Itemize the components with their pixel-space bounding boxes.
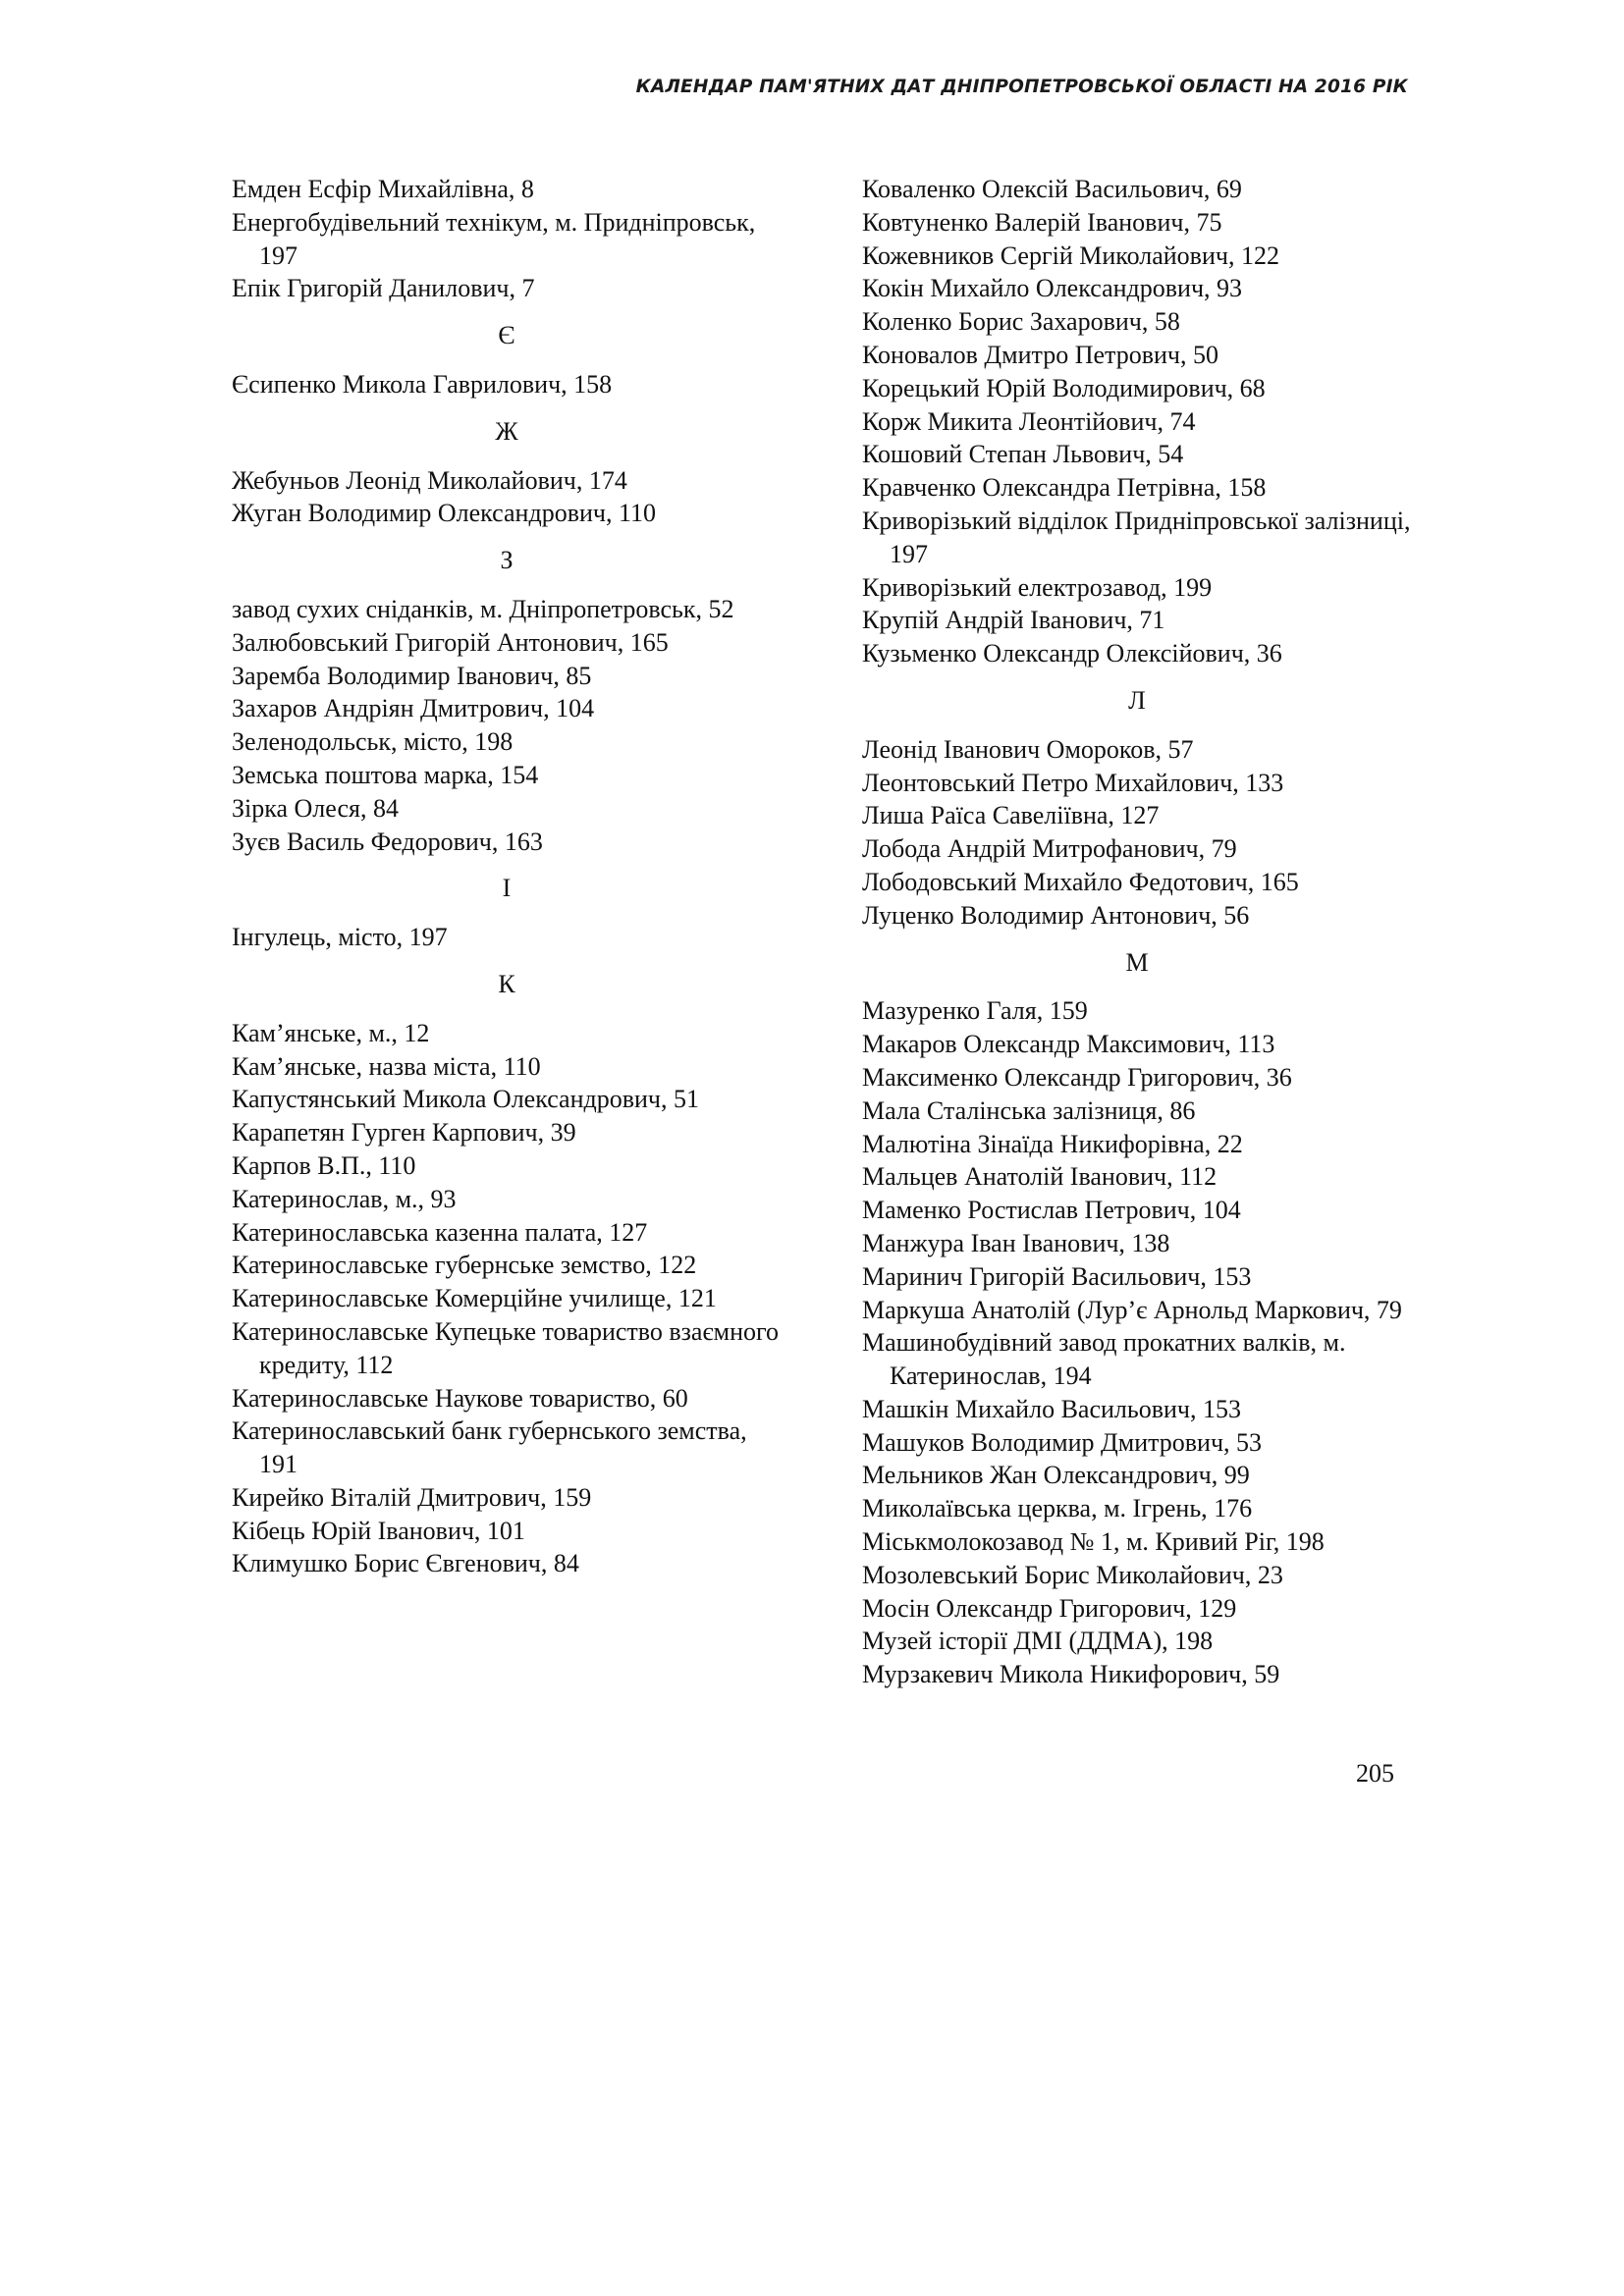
index-entry: Криворізький відділок Придніпровської залізниці, 197: [862, 506, 1411, 568]
index-entry: Машкін Михайло Васильович, 153: [862, 1394, 1242, 1423]
index-entry: Лобода Андрій Митрофанович, 79: [862, 834, 1237, 864]
index-entry: Лободовський Михайло Федотович, 165: [862, 867, 1299, 896]
index-entry: Мазуренко Галя, 159: [862, 996, 1088, 1026]
index-column-right: [862, 173, 1412, 1691]
index-entry: Машуков Володимир Дмитрович, 53: [862, 1427, 1263, 1457]
index-entry: Емден Есфір Михайлівна, 8: [232, 175, 534, 203]
index-entry: Зірка Олеся, 84: [232, 793, 399, 823]
index-entry: Катеринославське Комерційне училище, 121: [232, 1284, 717, 1313]
index-entry: Заремба Володимир Іванович, 85: [232, 661, 592, 690]
index-letter-heading: К: [498, 969, 515, 998]
index-entry: Ковтуненко Валерій Іванович, 75: [862, 207, 1222, 237]
index-letter-heading: І: [502, 874, 512, 903]
running-header: КАЛЕНДАР ПАМ'ЯТНИХ ДАТ ДНІПРОПЕТРОВСЬКОЇ ОБЛАСТІ НА 2016 РІК: [635, 77, 1408, 97]
index-entry: Катеринославський банк губернського земства, 191: [232, 1416, 747, 1479]
index-entry: Мурзакевич Микола Никифорович, 59: [862, 1660, 1280, 1689]
index-entry: Катеринославське Наукове товариство, 60: [232, 1383, 688, 1413]
index-entry: Кокін Михайло Олександрович, 93: [862, 274, 1243, 303]
index-entry: Міськмолокозавод № 1, м. Кривий Ріг, 198: [862, 1527, 1325, 1557]
index-letter-heading: З: [500, 546, 514, 575]
index-entry: Кам’янське, назва міста, 110: [232, 1051, 541, 1081]
index-entry: Малютіна Зінаїда Никифорівна, 22: [862, 1129, 1243, 1158]
index-entry: Кібець Юрій Іванович, 101: [232, 1516, 525, 1545]
index-entry: Кузьменко Олександр Олексійович, 36: [862, 639, 1282, 668]
index-letter-heading: Ж: [495, 416, 518, 446]
page-number: 205: [1356, 1759, 1394, 1788]
index-entry: Земська поштова марка, 154: [232, 760, 539, 789]
index-entry: Зуєв Василь Федорович, 163: [232, 827, 543, 856]
index-entry: Карпов В.П., 110: [232, 1150, 416, 1180]
index-entry: Луценко Володимир Антонович, 56: [862, 900, 1250, 930]
index-entry: Климушко Борис Євгенович, 84: [232, 1549, 579, 1578]
index-entry: Коновалов Дмитро Петрович, 50: [862, 340, 1218, 369]
index-entry: Інгулець, місто, 197: [232, 923, 448, 952]
index-entry: Мала Сталінська залізниця, 86: [862, 1095, 1196, 1125]
index-entry: Карапетян Гурген Карпович, 39: [232, 1118, 576, 1148]
index-entry: Корецький Юрій Володимирович, 68: [862, 373, 1266, 402]
index-entry: Коленко Борис Захарович, 58: [862, 307, 1180, 337]
index-entry: Жуган Володимир Олександрович, 110: [232, 499, 656, 528]
index-entry: Єсипенко Микола Гаврилович, 158: [232, 369, 613, 399]
index-entry: Катеринослав, м., 93: [232, 1184, 457, 1213]
index-entry: Катеринославське Купецьке товариство взаємного кредиту, 112: [232, 1316, 780, 1379]
index-entry: Леонтовський Петро Михайлович, 133: [862, 768, 1284, 797]
index-entry: Машинобудівний завод прокатних валків, м. Катеринослав, 194: [862, 1328, 1346, 1391]
index-entry: Леонід Іванович Омороков, 57: [862, 734, 1194, 764]
index-entry: Музей історії ДМІ (ДДМА), 198: [862, 1627, 1214, 1656]
index-entry: Максименко Олександр Григорович, 36: [862, 1062, 1292, 1092]
index-entry: Мельников Жан Олександрович, 99: [862, 1461, 1250, 1490]
index-entry: Маркуша Анатолій (Лур’є Арнольд Маркович, 79: [862, 1295, 1402, 1324]
index-entry: Манжура Іван Іванович, 138: [862, 1228, 1170, 1257]
index-entry: Енергобудівельний технікум, м. Придніпровськ, 197: [232, 207, 756, 270]
index-letter-heading: Л: [1128, 685, 1146, 715]
index-entry: Мосін Олександр Григорович, 129: [862, 1593, 1237, 1623]
index-entry: Макаров Олександр Максимович, 113: [862, 1030, 1275, 1059]
index-entry: Крупій Андрій Іванович, 71: [862, 606, 1165, 635]
index-entry: Миколаївська церква, м. Ігрень, 176: [862, 1494, 1253, 1523]
index-entry: завод сухих сніданків, м. Дніпропетровськ, 52: [232, 594, 734, 623]
index-entry: Кам’янське, м., 12: [232, 1018, 430, 1047]
index-entry: Катеринославська казенна палата, 127: [232, 1217, 648, 1247]
index-entry: Мозолевський Борис Миколайович, 23: [862, 1560, 1283, 1589]
index-column-left: [232, 173, 782, 1580]
index-entry: Захаров Андріян Дмитрович, 104: [232, 694, 595, 723]
index-entry: Катеринославське губернське земство, 122: [232, 1251, 697, 1280]
index-entry: Корж Микита Леонтійович, 74: [862, 406, 1196, 436]
index-entry: Капустянський Микола Олександрович, 51: [232, 1085, 699, 1114]
index-entry: Кирейко Віталій Дмитрович, 159: [232, 1482, 592, 1512]
index-entry: Маменко Ростислав Петрович, 104: [862, 1196, 1241, 1225]
index-letter-heading: Є: [498, 321, 515, 350]
index-entry: Кожевников Сергій Миколайович, 122: [862, 240, 1279, 270]
index-entry: Залюбовський Григорій Антонович, 165: [232, 627, 669, 657]
index-entry: Кравченко Олександра Петрівна, 158: [862, 473, 1267, 503]
index-entry: Лиша Раїса Савеліївна, 127: [862, 801, 1160, 830]
index-entry: Маринич Григорій Васильович, 153: [862, 1261, 1252, 1291]
index-entry: Зеленодольськ, місто, 198: [232, 727, 514, 757]
index-entry: Кошовий Степан Львович, 54: [862, 440, 1184, 469]
index-entry: Коваленко Олексій Васильович, 69: [862, 175, 1242, 203]
index-entry: Жебуньов Леонід Миколайович, 174: [232, 465, 627, 495]
index-letter-heading: М: [1125, 947, 1149, 977]
index-entry: Криворізький електрозавод, 199: [862, 572, 1213, 602]
index-entry: Мальцев Анатолій Іванович, 112: [862, 1162, 1218, 1192]
index-entry: Епік Григорій Данилович, 7: [232, 274, 535, 303]
